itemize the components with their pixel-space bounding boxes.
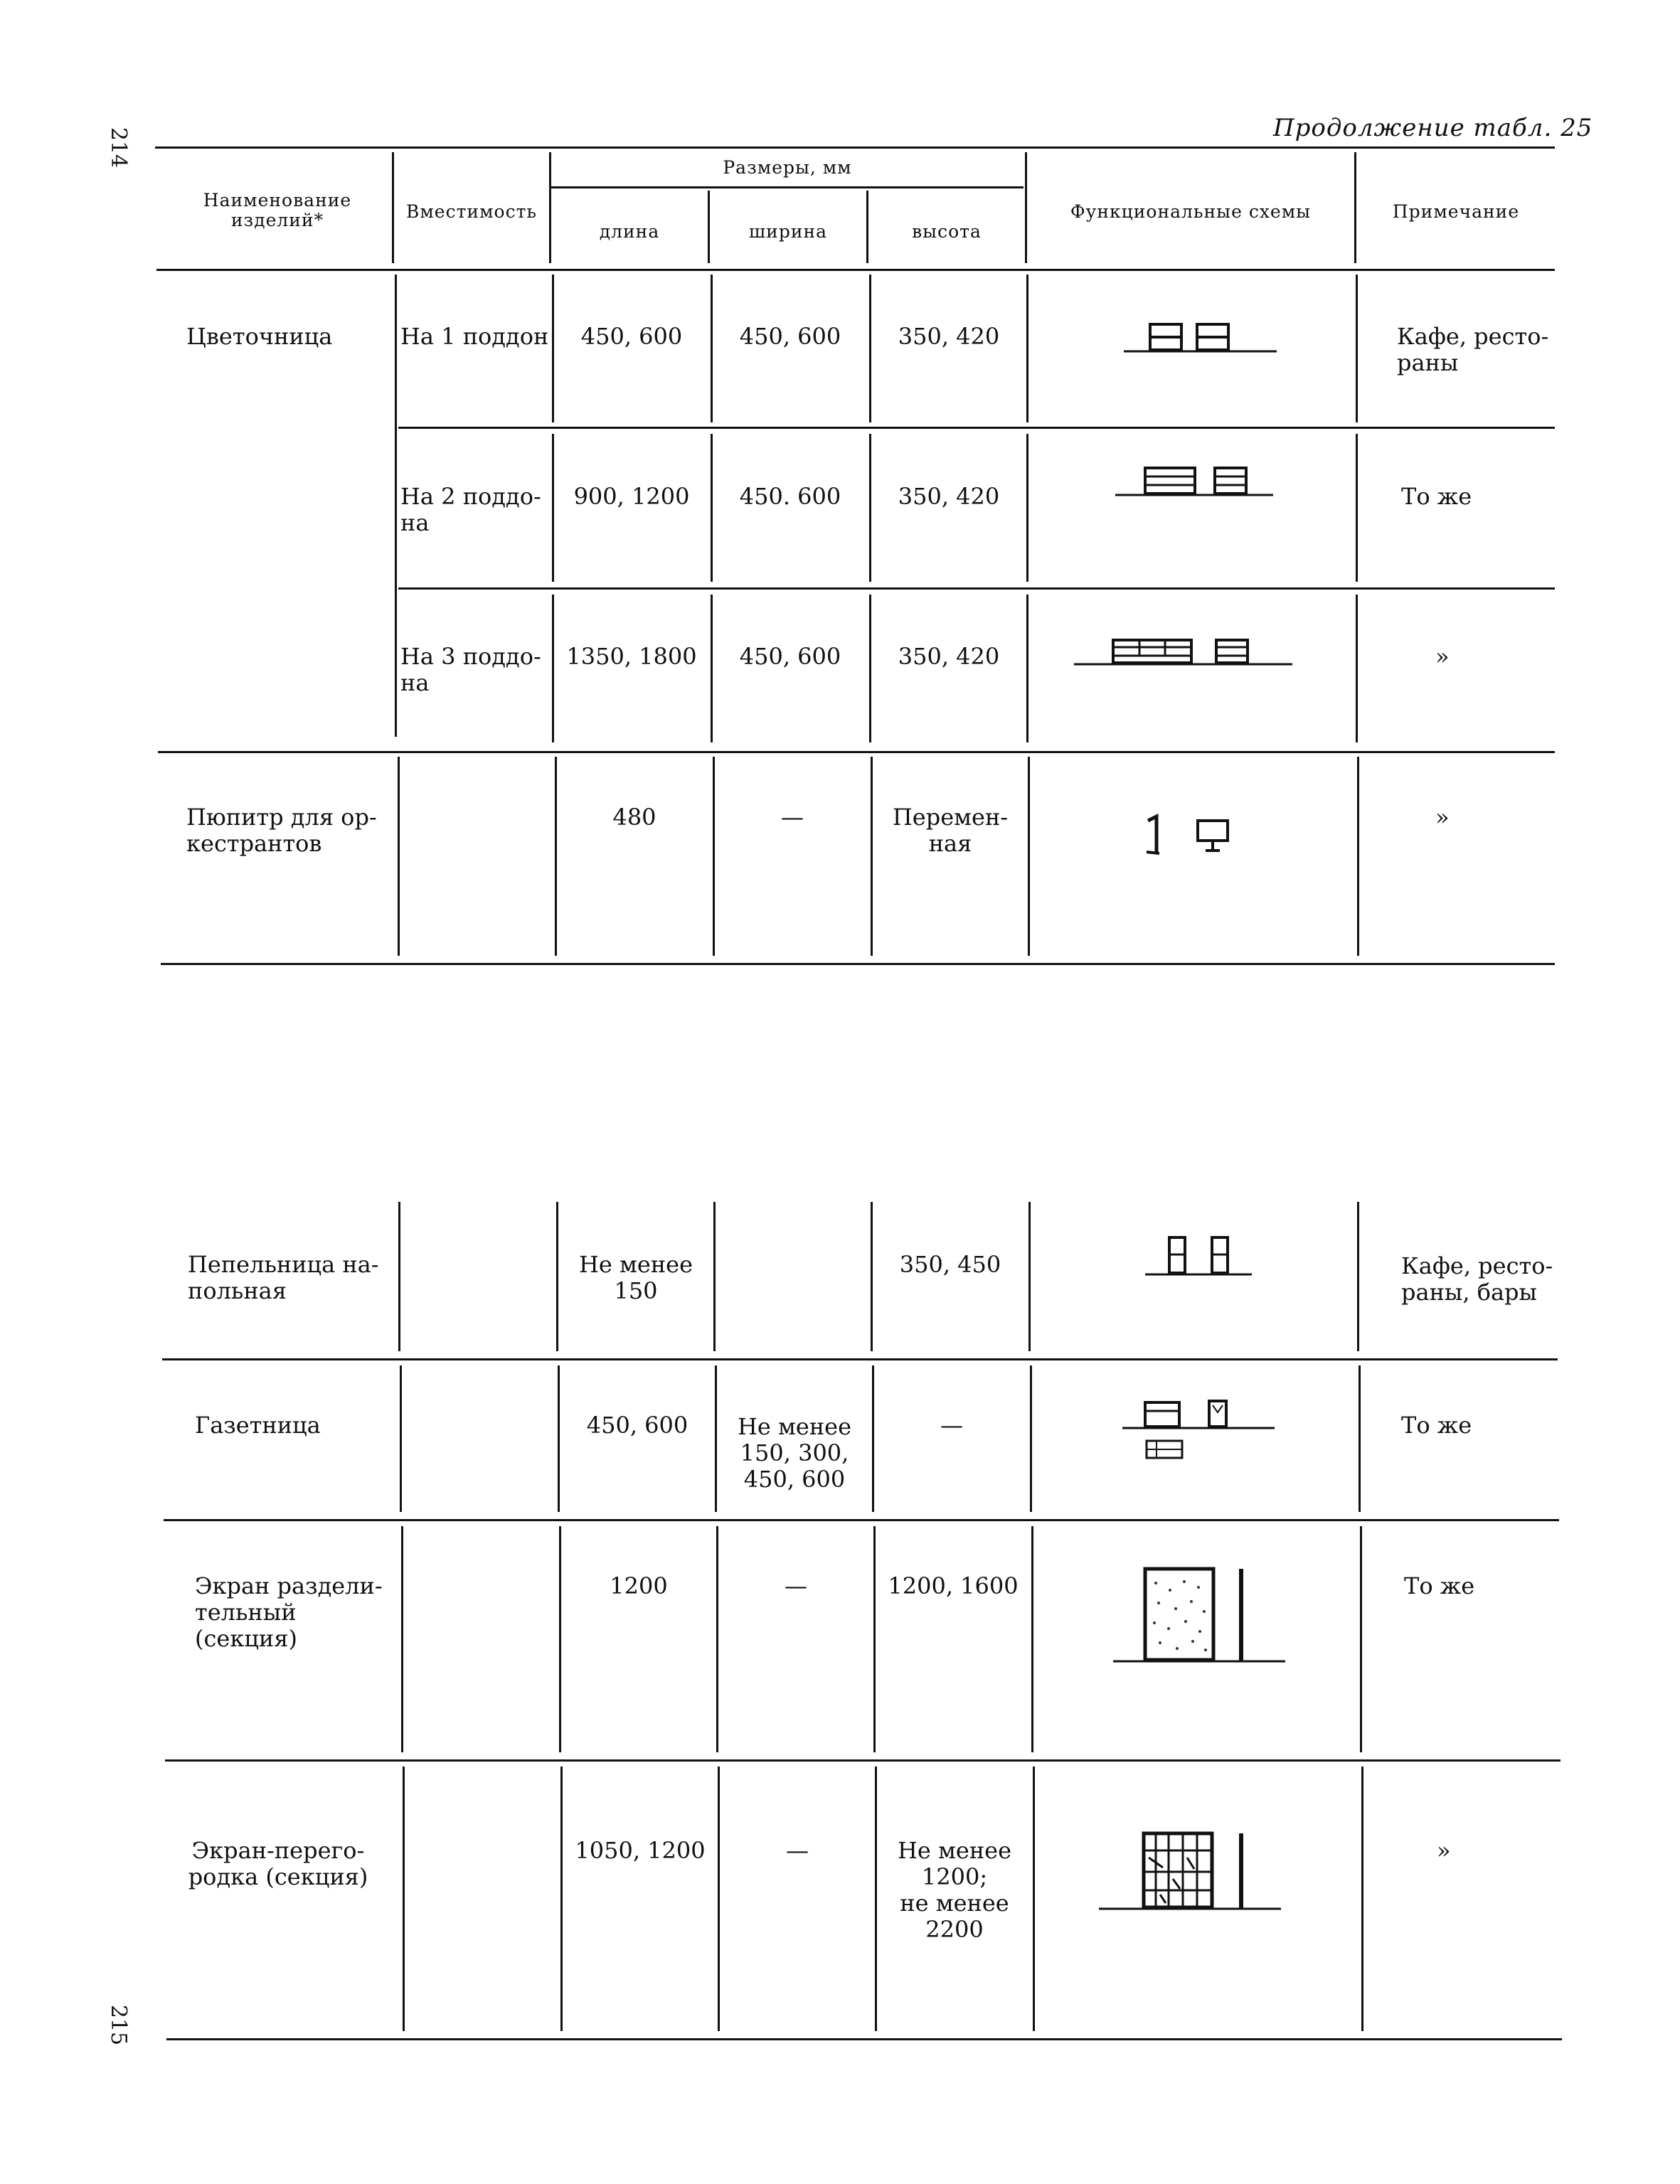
header-width: ширина bbox=[748, 221, 828, 242]
row-6-length: 450, 600 bbox=[586, 1412, 689, 1439]
row-7-note: То же bbox=[1404, 1572, 1475, 1599]
page-number-top: 214 bbox=[106, 127, 132, 169]
header-height: высота bbox=[912, 221, 982, 242]
row-1-note: Кафе, ресто- раны bbox=[1397, 323, 1549, 376]
row-4-name: Пюпитр для ор- кестрантов bbox=[186, 804, 377, 857]
row-6-name: Газетница bbox=[195, 1412, 321, 1439]
row-2-capacity: На 2 поддо- на bbox=[400, 483, 541, 536]
row-5-note: Кафе, ресто- раны, бары bbox=[1401, 1252, 1553, 1306]
music-stand-icon bbox=[1138, 811, 1238, 861]
row-8-name: Экран-перего- родка (секция) bbox=[188, 1837, 368, 1890]
row-4-length: 480 bbox=[612, 804, 656, 831]
row-6-height: — bbox=[940, 1412, 963, 1439]
dividing-screen-icon bbox=[1106, 1562, 1298, 1668]
row-2-length: 900, 1200 bbox=[573, 483, 690, 510]
row-8-length: 1050, 1200 bbox=[575, 1837, 706, 1864]
row-2-note: То же bbox=[1401, 483, 1472, 510]
row-3-height: 350, 420 bbox=[898, 643, 1000, 670]
floor-ashtray-icon bbox=[1138, 1232, 1259, 1282]
header-note: Примечание bbox=[1392, 201, 1520, 222]
flower-box-3-icon bbox=[1070, 632, 1305, 671]
row-4-height: Перемен- ная bbox=[892, 804, 1009, 857]
row-6-width: Не менее 150, 300, 450, 600 bbox=[737, 1413, 852, 1493]
row-5-length: Не менее 150 bbox=[578, 1251, 693, 1304]
row-3-width: 450, 600 bbox=[739, 643, 841, 670]
flower-box-1-icon bbox=[1117, 319, 1294, 358]
row-7-height: 1200, 1600 bbox=[888, 1572, 1019, 1599]
row-1-name: Цветочница bbox=[186, 323, 333, 350]
header-schemes: Функциональные схемы bbox=[1070, 201, 1312, 222]
header-sizes: Размеры, мм bbox=[723, 157, 852, 178]
row-1-width: 450, 600 bbox=[739, 323, 841, 350]
row-3-length: 1350, 1800 bbox=[566, 643, 697, 670]
row-1-height: 350, 420 bbox=[898, 323, 1000, 350]
page-number-bottom: 215 bbox=[106, 2004, 132, 2046]
row-1-length: 450, 600 bbox=[580, 323, 683, 350]
row-7-length: 1200 bbox=[610, 1572, 668, 1599]
row-8-note: » bbox=[1437, 1837, 1451, 1864]
table-continuation-caption: Продолжение табл. 25 bbox=[1273, 114, 1593, 142]
header-name: Наименование изделий* bbox=[203, 190, 352, 230]
row-2-height: 350, 420 bbox=[898, 483, 1000, 510]
row-7-width: — bbox=[785, 1572, 807, 1599]
row-2-width: 450. 600 bbox=[739, 483, 841, 510]
flower-box-2-icon bbox=[1110, 462, 1294, 502]
row-6-note: То же bbox=[1401, 1412, 1472, 1439]
header-length: длина bbox=[599, 221, 660, 242]
row-3-capacity: На 3 поддо- на bbox=[400, 643, 541, 696]
row-3-note: » bbox=[1435, 643, 1450, 670]
row-4-note: » bbox=[1435, 804, 1450, 831]
partition-screen-icon bbox=[1099, 1829, 1298, 1922]
row-8-width: — bbox=[786, 1837, 809, 1864]
row-5-height: 350, 450 bbox=[899, 1251, 1001, 1278]
newspaper-rack-icon bbox=[1117, 1394, 1280, 1465]
row-8-height: Не менее 1200; не менее 2200 bbox=[897, 1837, 1012, 1943]
row-4-width: — bbox=[781, 804, 804, 831]
row-7-name: Экран раздели- тельный (секция) bbox=[195, 1572, 383, 1652]
header-capacity: Вместимость bbox=[405, 201, 538, 222]
row-5-name: Пепельница на- польная bbox=[188, 1251, 379, 1304]
row-1-capacity: На 1 поддон bbox=[400, 323, 549, 350]
